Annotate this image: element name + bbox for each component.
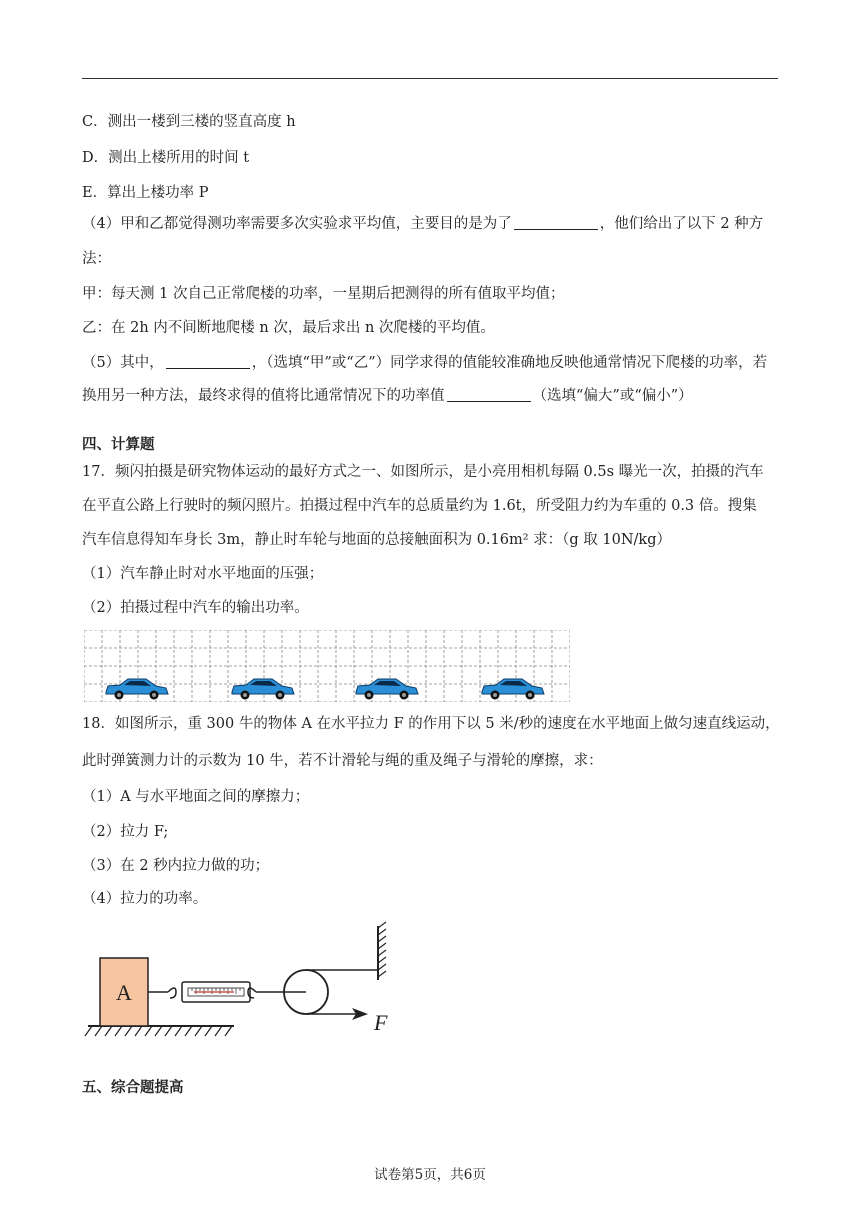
car-image [482,679,544,700]
q17-line-1: 17．频闪拍摄是研究物体运动的最好方式之一、如图所示，是小亮用相机每隔 0.5s 曝光一次，拍摄的汽车 [82,464,764,480]
strobe-photo-figure [84,630,570,702]
q18-part-2: （2）拉力 F; [82,824,169,840]
q18-line-1: 18．如图所示，重 300 牛的物体 A 在水平拉力 F 的作用下以 5 米/秒的速度在水平地面上做匀速直线运动， [82,716,780,732]
car-image [232,679,294,700]
q17-line-3: 汽车信息得知车身长 3m，静止时车轮与地面的总接触面积为 0.16m² 求：（g 取 10N/kg） [82,532,671,548]
q4-answer-blank[interactable] [514,215,598,230]
option-d: D．测出上楼所用的时间 t [82,150,250,166]
q4-text-b: ，他们给出了以下 2 种方 [599,216,764,232]
section-5-heading: 五、综合题提高 [82,1079,184,1096]
page-footer: 试卷第5页，共6页 [374,1167,486,1183]
header-rule [82,78,778,79]
pulley-figure [84,920,404,1045]
section-4-heading: 四、计算题 [82,436,155,453]
q4-line-2: 法： [82,251,111,267]
car-image [106,679,168,700]
q4-line-1 [82,214,763,234]
q18-part-1: （1）A 与水平地面之间的摩擦力； [82,789,310,805]
spring-scale [182,982,250,1002]
q18-part-4: （4）拉力的功率。 [82,891,208,907]
q5-text-d: （选填“偏大”或“偏小”） [532,388,693,404]
option-c: C．测出一楼到三楼的竖直高度 h [82,114,296,130]
q5-answer-blank-2[interactable] [447,387,531,402]
q17-part-2: （2）拍摄过程中汽车的输出功率。 [82,600,309,616]
q18-line-2: 此时弹簧测力计的示数为 10 牛，若不计滑轮与绳的重及绳子与滑轮的摩擦，求： [82,753,603,769]
car-image [356,679,418,700]
q5-text-b: ，（选填“甲”或“乙”）同学求得的值能较准确地反映他通常情况下爬楼的功率，若 [251,355,768,371]
force-label: F [374,1010,388,1035]
q4-text-a: （4）甲和乙都觉得测功率需要多次实验求平均值，主要目的是为了 [82,216,512,232]
q5-line-2 [82,386,693,406]
q5-text-a: （5）其中， [82,355,164,371]
method-yi: 乙：在 2h 内不间断地爬楼 n 次，最后求出 n 次爬楼的平均值。 [82,320,495,336]
q17-part-1: （1）汽车静止时对水平地面的压强； [82,566,324,582]
option-e: E．算出上楼功率 P [82,185,209,201]
q17-line-2: 在平直公路上行驶时的频闪照片。拍摄过程中汽车的总质量约为 1.6t，所受阻力约为车重的 0.3 倍。搜集 [82,498,757,514]
method-jia: 甲：每天测 1 次自己正常爬楼的功率，一星期后把测得的所有值取平均值； [82,286,565,302]
q18-part-3: （3）在 2 秒内拉力做的功； [82,858,270,874]
q5-answer-blank-1[interactable] [166,354,250,369]
q5-line-1 [82,353,767,373]
q5-text-c: 换用另一种方法，最终求得的值将比通常情况下的功率值 [82,388,445,404]
block-a-label: A [116,980,132,1005]
